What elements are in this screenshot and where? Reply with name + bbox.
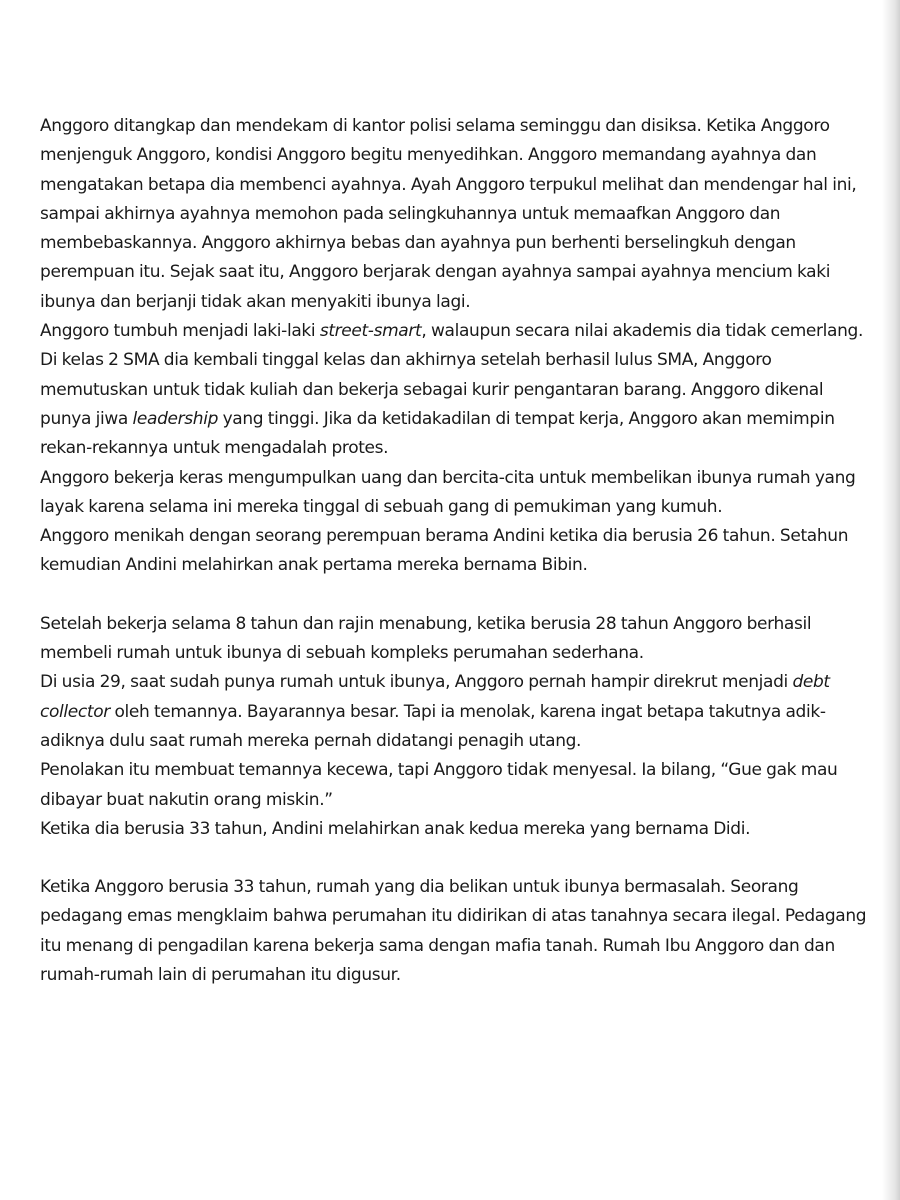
paragraph-arrest: Anggoro ditangkap dan mendekam di kantor polisi selama seminggu dan disiksa. Ketika Anggoro menjenguk Anggoro, kondisi Anggoro begitu menyedihkan. Anggoro memandang ayahnya dan mengatakan betapa dia membenci ayahnya. Ayah Anggoro terpukul melihat dan mendengar hal ini, sampai akhirnya ayahnya memohon pada selingkuhannya untuk memaafkan Anggoro dan membebaskannya. Anggoro akhirnya bebas dan ayahnya pun berhenti berselingkuh dengan perempuan itu. Sejak saat itu, Anggoro berjarak dengan ayahnya sampai ayahnya mencium kaki ibunya dan berjanji tidak akan menyakiti ibunya lagi. [40,116,857,312]
paragraph-street-smart [40,317,876,463]
paragraph-spacer [40,844,876,873]
paragraph-refusal: Penolakan itu membuat temannya kecewa, tapi Anggoro tidak menyesal. Ia bilang, “Gue gak mau dibayar buat nakutin orang miskin.” [40,760,838,810]
emphasis-text: street-smart [319,321,422,342]
emphasis-text: debt collector [40,672,830,722]
emphasis-text: leadership [132,408,219,429]
paragraph-text: , walaupun secara nilai akademis dia tidak cemerlang. Di kelas 2 SMA dia kembali tinggal kelas dan akhirnya setelah berhasil lulus SMA, Anggoro memutuskan untuk tidak kuliah dan bekerja sebagai kurir pengantaran barang. Anggoro dikenal punya jiwa [40,321,864,429]
paragraph-eviction: Ketika Anggoro berusia 33 tahun, rumah yang dia belikan untuk ibunya bermasalah. Seorang pedagang emas mengklaim bahwa perumahan itu didirikan di atas tanahnya secara ilegal. Pedagang itu menang di pengadilan karena bekerja sama dengan mafia tanah. Rumah Ibu Anggoro dan dan rumah-rumah lain di perumahan itu digusur. [40,877,867,986]
paragraph-text: oleh temannya. Bayarannya besar. Tapi ia menolak, karena ingat betapa takutnya adik-adiknya dulu saat rumah mereka pernah didatangi penagih utang. [40,701,826,751]
paragraph-debt-collector [40,668,876,756]
paragraph-text: Di usia 29, saat sudah punya rumah untuk ibunya, Anggoro pernah hampir direkrut menjadi [40,672,793,693]
paragraph-text: yang tinggi. Jika da ketidakadilan di tempat kerja, Anggoro akan memimpin rekan-rekannya untuk mengadalah protes. [40,408,835,459]
page-edge-shadow [882,0,900,1200]
paragraph-house-purchase: Setelah bekerja selama 8 tahun dan rajin menabung, ketika berusia 28 tahun Anggoro berhasil membeli rumah untuk ibunya di sebuah kompleks perumahan sederhana. [40,613,812,664]
paragraph-text: Anggoro tumbuh menjadi laki-laki [40,321,320,342]
document-body [40,112,876,990]
paragraph-savings-goal: Anggoro bekerja keras mengumpulkan uang dan bercita-cita untuk membelikan ibunya rumah yang layak karena selama ini mereka tinggal di sebuah gang di pemukiman yang kumuh. [40,467,856,517]
paragraph-second-child: Ketika dia berusia 33 tahun, Andini melahirkan anak kedua mereka yang bernama Didi. [40,818,751,839]
paragraph-spacer [40,581,876,610]
paragraph-marriage: Anggoro menikah dengan seorang perempuan berama Andini ketika dia berusia 26 tahun. Setahun kemudian Andini melahirkan anak pertama mereka bernama Bibin. [40,526,849,576]
